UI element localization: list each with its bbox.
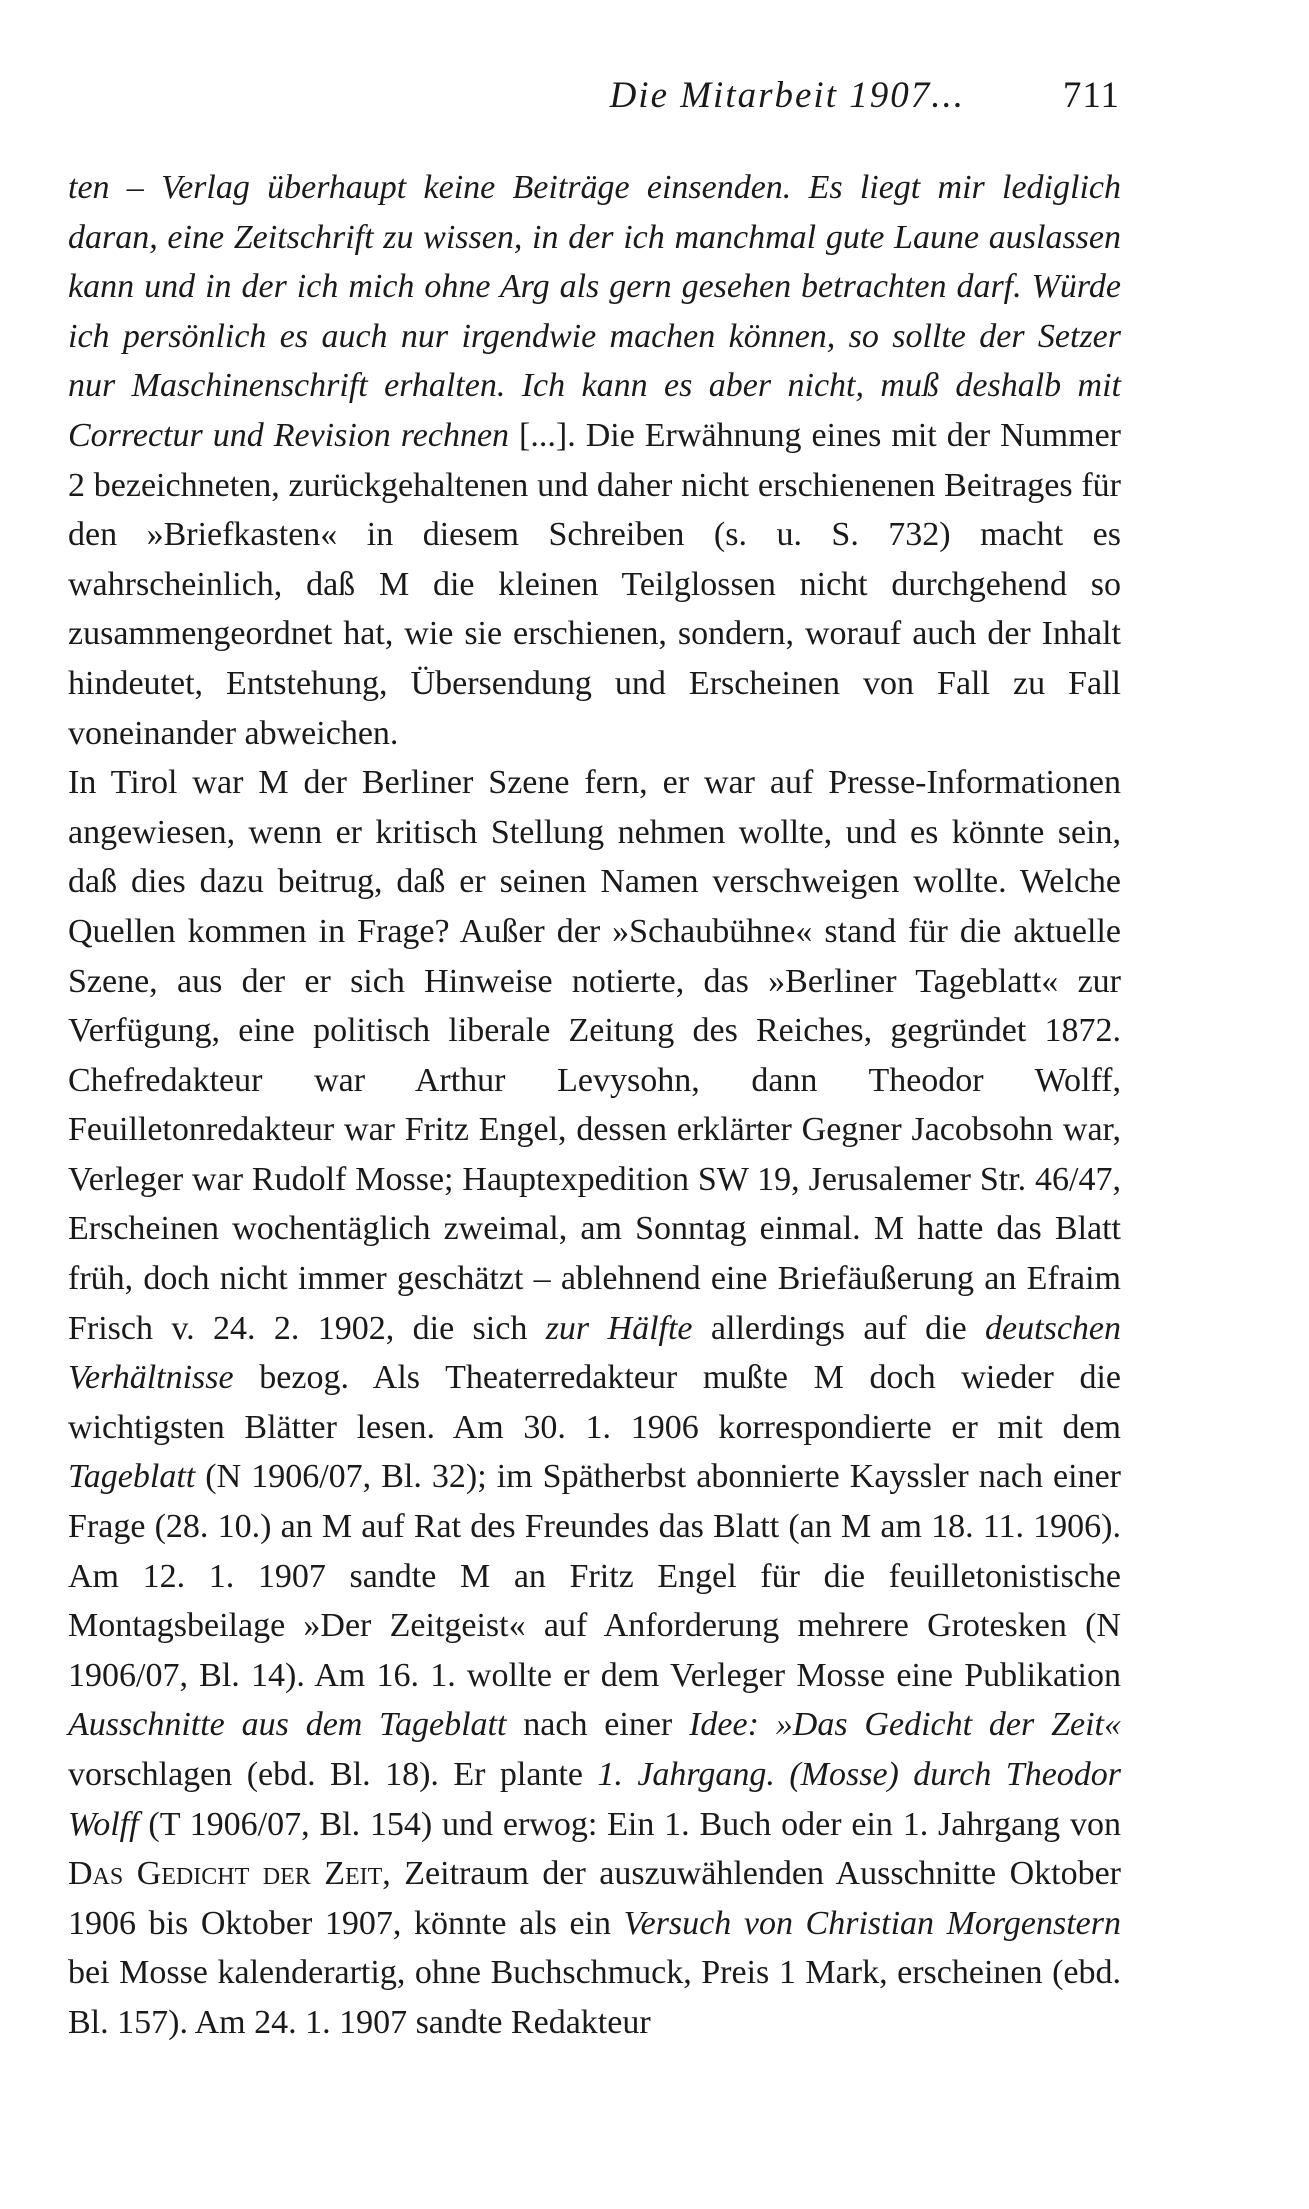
text-segment: (N 1906/07, Bl. 32); im Spätherbst abonnierte Kayssler nach einer Frage (28. 10.) an M auf Rat des Freundes das Blatt (an M am 18. 11. 1906). Am 12. 1. 1907 sandte M an Fritz Engel für die feuilletonistische Montagsbeilage »Der Zeitgeist« auf Anforderung mehrere Grotesken (N 1906/07, Bl. 14). Am 16. 1. wollte er dem Verleger Mosse eine Publikation xyxy=(68,1458,1121,1694)
paragraph xyxy=(68,758,1121,2047)
italic-phrase: 1. Jahrgang. (Mosse) durch Theodor Wolff xyxy=(68,1756,1122,1843)
text-segment: In Tirol war M der Berliner Szene fern, er war auf Presse-Informationen angewiesen, wenn er kritisch Stellung nehmen wollte, und es könnte sein, daß dies dazu beitrug, daß er seinen Namen verschweigen wollte. Welche Quellen kommen in Frage? Außer der »Schaubühne« stand für die aktuelle Szene, aus der er sich Hinweise notierte, das »Berliner Tageblatt« zur Verfügung, eine politisch liberale Zeitung des Reiches, gegründet 1872. Chefredakteur war Arthur Levysohn, dann Theodor Wolff, Feuilletonredakteur war Fritz Engel, dessen erklärter Gegner Jacobsohn war, Verleger war Rudolf Mosse; Hauptexpedition SW 19, Jerusalemer Str. 46/47, Erscheinen wochentäglich zweimal, am Sonntag einmal. M hatte das Blatt früh, doch nicht immer geschätzt – ablehnend eine Briefäußerung an Efraim Frisch v. 24. 2. 1902, die sich xyxy=(68,764,1121,1347)
text-segment: , Zeitraum der auszuwählenden Ausschnitte Oktober 1906 bis Oktober 1907, könnte als ein xyxy=(68,1855,1121,1942)
text-segment: allerdings auf die xyxy=(692,1309,986,1347)
text-segment: bezog. Als Theaterredakteur mußte M doch wieder die wichtigsten Blätter lesen. Am 30. 1. 1906 korrespondierte er mit dem xyxy=(68,1359,1121,1446)
running-head-title: Die Mitarbeit 1907... xyxy=(609,75,965,116)
running-head xyxy=(0,74,1120,118)
text-segment: bei Mosse kalenderartig, ohne Buchschmuck, Preis 1 Mark, erscheinen (ebd. Bl. 157). Am 24. 1. 1907 sandte Redakteur xyxy=(68,1954,1121,2041)
small-caps-title: Das Gedicht der Zeit xyxy=(68,1855,383,1893)
quoted-letter-excerpt: ten – Verlag überhaupt keine Beiträge einsenden. Es liegt mir lediglich daran, eine Zeitschrift zu wissen, in der ich manchmal gute Laune auslassen kann und in der ich mich ohne Arg als gern gesehen betrachten darf. Würde ich persönlich es auch nur irgendwie machen können, so sollte der Setzer nur Maschinenschrift erhalten. Ich kann es aber nicht, muß deshalb mit Correctur und Revision rechnen xyxy=(68,169,1121,454)
page-number: 711 xyxy=(1062,75,1120,116)
paragraph xyxy=(68,163,1121,758)
italic-phrase: Idee: »Das Gedicht der Zeit« xyxy=(689,1706,1121,1744)
italic-title: Ausschnitte aus dem Tageblatt xyxy=(68,1706,507,1744)
text-segment: vorschlagen (ebd. Bl. 18). Er plante xyxy=(68,1756,598,1793)
italic-phrase: zur Hälfte xyxy=(545,1309,693,1347)
italic-title: Tageblatt xyxy=(68,1458,196,1496)
text-segment: [...]. Die Erwähnung eines mit der Nummer 2 bezeichneten, zurückgehaltenen und daher nicht erschienenen Beitrages für den »Briefkasten« in diesem Schreiben (s. u. S. 732) macht es wahrscheinlich, daß M die kleinen Teilglossen nicht durchgehend so zusammengeordnet hat, wie sie erschienen, sondern, worauf auch der Inhalt hindeutet, Entstehung, Übersendung und Erscheinen von Fall zu Fall voneinander abweichen. xyxy=(68,416,1121,752)
italic-phrase: Versuch von Christian Morgenstern xyxy=(623,1904,1121,1942)
italic-phrase: deutschen Verhältnisse xyxy=(68,1309,1121,1397)
text-segment: nach einer xyxy=(506,1706,690,1744)
text-segment: (T 1906/07, Bl. 154) und erwog: Ein 1. Buch oder ein 1. Jahrgang von xyxy=(138,1805,1121,1843)
body-text xyxy=(68,163,1121,2048)
